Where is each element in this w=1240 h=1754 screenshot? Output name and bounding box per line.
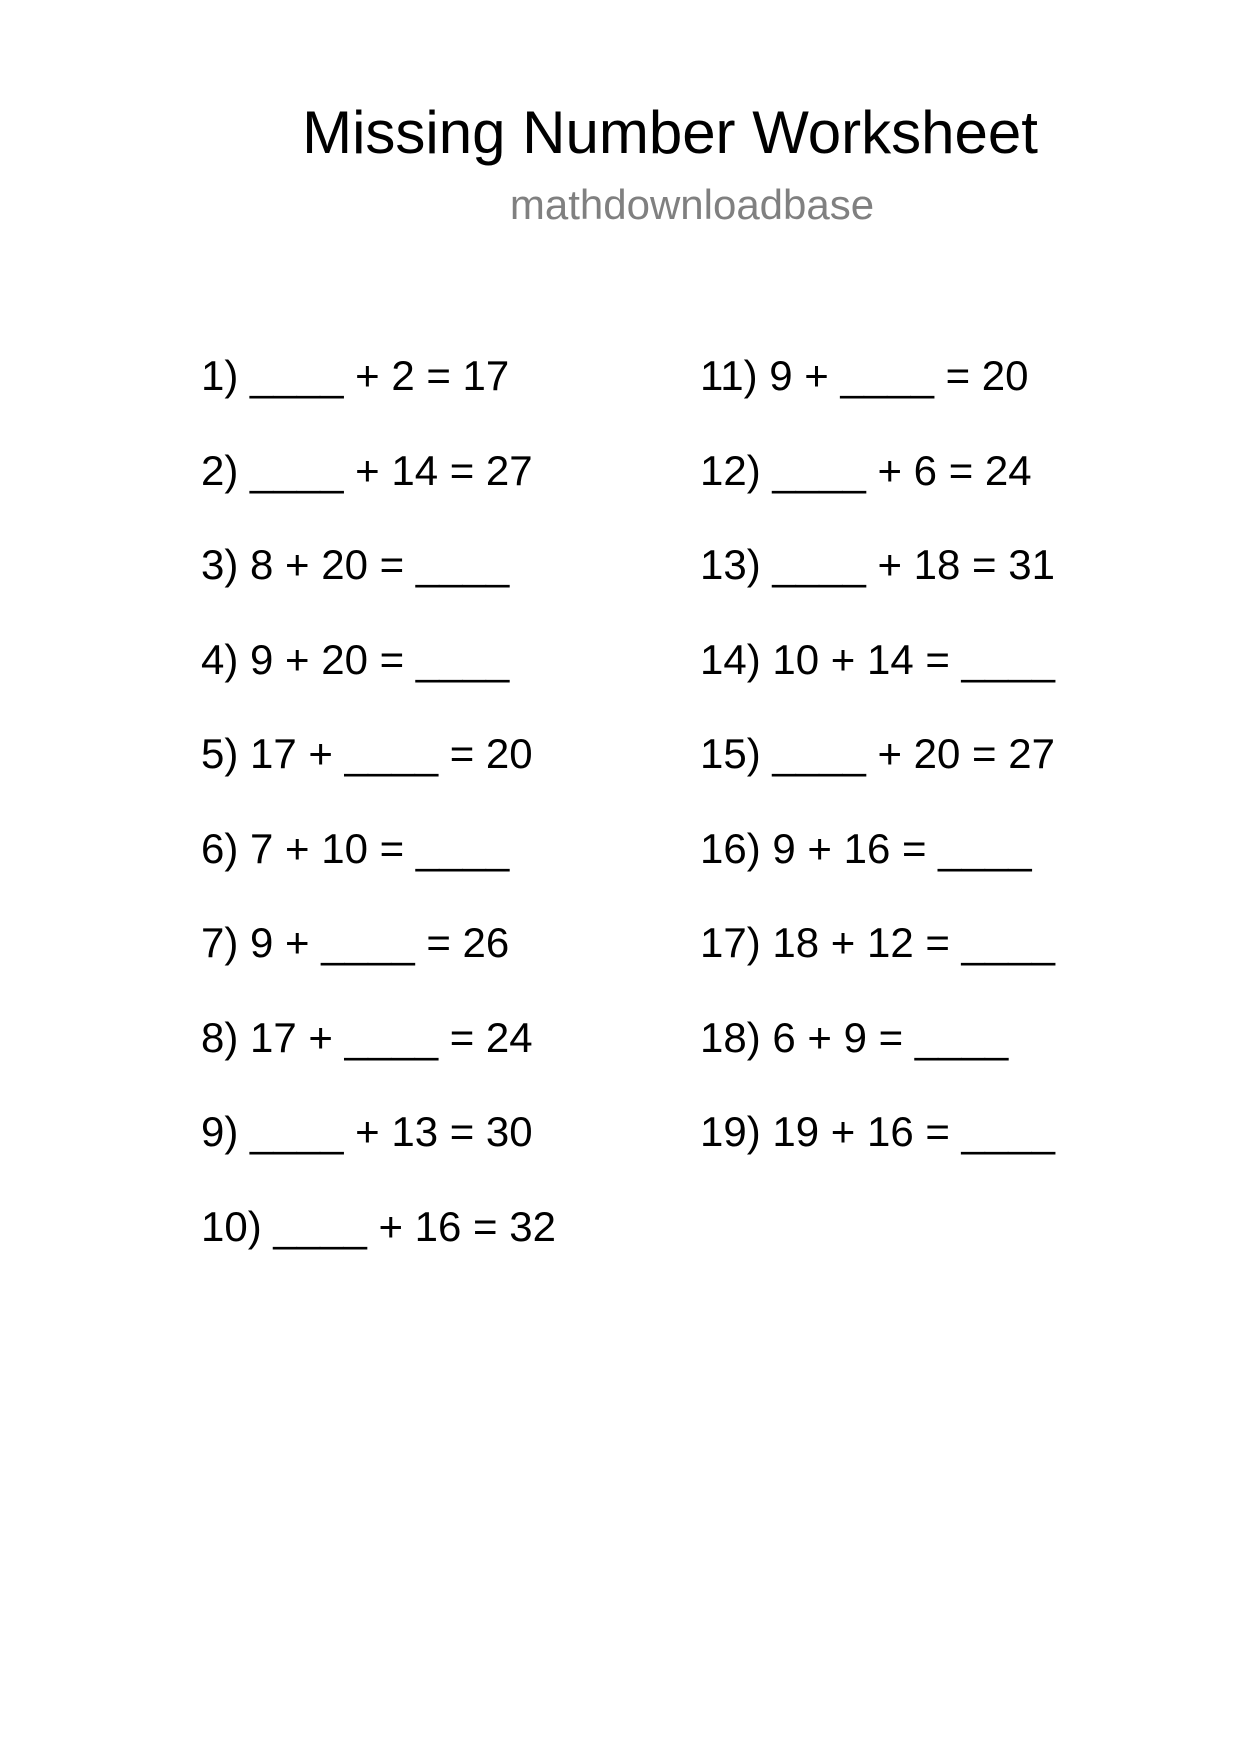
- problem-5: [201, 726, 556, 821]
- problem-equation: ____ + 14 = 27: [250, 446, 533, 494]
- problem-equation: 9 + 16 = ____: [772, 824, 1032, 872]
- problem-equation: 9 + 20 = ____: [250, 635, 510, 683]
- problem-14: [700, 632, 1055, 727]
- problem-equation: ____ + 13 = 30: [250, 1108, 533, 1155]
- problem-equation: 9 + ____ = 20: [769, 352, 1029, 399]
- problem-number: 19): [700, 1108, 761, 1155]
- problem-17: [700, 915, 1055, 1010]
- problem-equation: ____ + 20 = 27: [772, 730, 1055, 777]
- problem-column-left: [201, 348, 556, 1293]
- problem-column-right: [700, 348, 1055, 1199]
- problem-number: 13): [700, 541, 761, 588]
- problem-8: [201, 1010, 556, 1105]
- problem-number: 16): [700, 824, 761, 872]
- problem-number: 7): [201, 919, 239, 966]
- problem-number: 6): [201, 824, 239, 872]
- problem-number: 5): [201, 730, 239, 777]
- problem-12: [700, 443, 1055, 538]
- problem-equation: 7 + 10 = ____: [250, 824, 510, 872]
- problem-equation: ____ + 6 = 24: [772, 446, 1032, 494]
- problem-15: [700, 726, 1055, 821]
- problem-number: 14): [700, 635, 761, 683]
- problem-number: 3): [201, 541, 239, 588]
- problem-10: [201, 1199, 556, 1294]
- problem-equation: 19 + 16 = ____: [772, 1108, 1055, 1155]
- problem-1: [201, 348, 556, 443]
- problem-number: 2): [201, 446, 239, 494]
- problem-number: 10): [201, 1202, 262, 1250]
- problem-2: [201, 443, 556, 538]
- problem-3: [201, 537, 556, 632]
- problem-number: 15): [700, 730, 761, 777]
- problem-equation: ____ + 2 = 17: [250, 352, 510, 399]
- problem-equation: ____ + 18 = 31: [772, 541, 1055, 588]
- problem-number: 1): [201, 352, 239, 399]
- problem-number: 17): [700, 919, 761, 966]
- problem-16: [700, 821, 1055, 916]
- problem-equation: 17 + ____ = 24: [250, 1013, 533, 1061]
- problem-number: 9): [201, 1108, 239, 1155]
- problem-number: 4): [201, 635, 239, 683]
- problem-equation: 6 + 9 = ____: [772, 1013, 1009, 1061]
- problem-4: [201, 632, 556, 727]
- problem-18: [700, 1010, 1055, 1105]
- problem-6: [201, 821, 556, 916]
- problem-9: [201, 1104, 556, 1199]
- problem-equation: 17 + ____ = 20: [250, 730, 533, 777]
- problem-number: 12): [700, 446, 761, 494]
- worksheet-subtitle: mathdownloadbase: [509, 181, 875, 228]
- problem-11: [700, 348, 1055, 443]
- problem-equation: 10 + 14 = ____: [772, 635, 1055, 683]
- problem-7: [201, 915, 556, 1010]
- problem-19: [700, 1104, 1055, 1199]
- problem-13: [700, 537, 1055, 632]
- problem-equation: 18 + 12 = ____: [772, 919, 1055, 966]
- problem-number: 11): [700, 352, 758, 399]
- problem-equation: 8 + 20 = ____: [250, 541, 510, 588]
- problem-equation: 9 + ____ = 26: [250, 919, 510, 966]
- problem-equation: ____ + 16 = 32: [273, 1202, 556, 1250]
- problem-number: 8): [201, 1013, 239, 1061]
- worksheet-title: Missing Number Worksheet: [302, 99, 1038, 166]
- problem-number: 18): [700, 1013, 761, 1061]
